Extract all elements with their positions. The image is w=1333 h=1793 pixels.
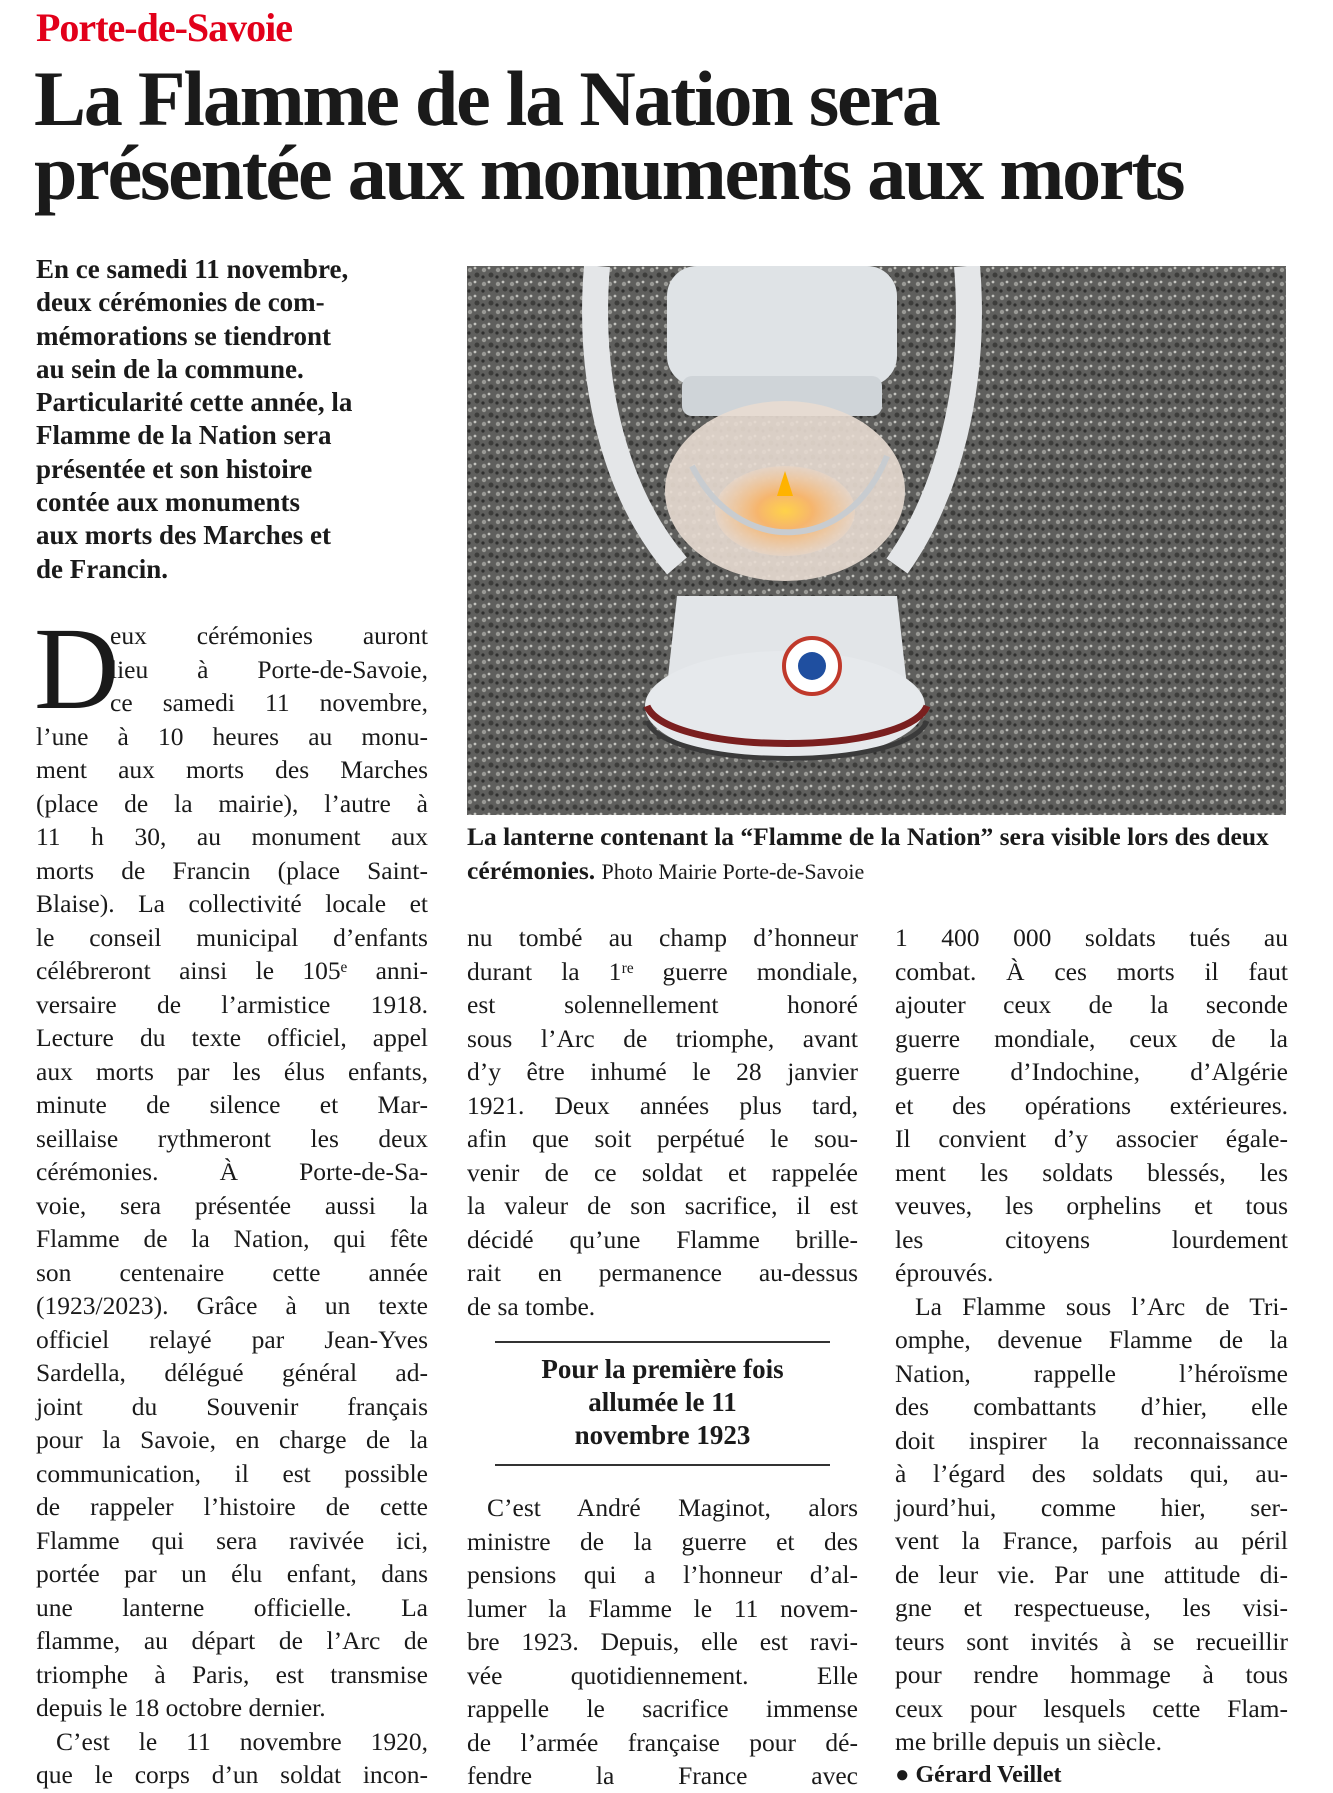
body-text-line: nu tombé au champ d’honneur [467,923,858,952]
body-text-line: minute de silence et Mar- [36,1090,428,1119]
body-text-line: à l’égard des soldats qui, au- [895,1459,1288,1488]
body-text-line: C’est le 11 novembre 1920, [56,1726,428,1756]
body-text-line: La Flamme sous l’Arc de Tri- [915,1291,1288,1321]
body-text-line: ment les soldats blessés, les [895,1157,1288,1187]
body-text-line: 1921. Deux années plus tard, [467,1090,858,1120]
body-text-line: est solennellement honoré [467,990,858,1019]
body-text-line: durant la 1ʳᵉ guerre mondiale, [467,956,858,986]
lead-line: présentée et son histoire [36,453,313,484]
body-text-line: célébreront ainsi le 105ᵉ anni- [36,956,428,985]
body-text-line: morts de Francin (place Saint- [36,855,428,885]
body-column-middle-top [467,921,858,1323]
body-text-line: afin que soit perpétué le sou- [467,1124,858,1153]
body-text-line: ment aux morts des Marches [36,755,428,784]
body-text-line: triomphe à Paris, est transmise [36,1659,428,1689]
body-text-line: vée quotidiennement. Elle [467,1660,858,1690]
body-text-line: doit inspirer la reconnaissance [895,1425,1288,1455]
body-text-line: (place de la mairie), l’autre à [36,788,428,818]
body-text-line: ceux pour lesquels cette Flam- [895,1693,1288,1723]
body-text-line: veuves, les orphelins et tous [895,1191,1288,1220]
body-text-line: 1 400 000 soldats tués au [895,923,1288,952]
caption-text: La lanterne contenant la “Flamme de la Nation” sera visible lors des deux cérémonies. [467,822,1269,885]
body-text-line: Nation, rappelle l’héroïsme [895,1358,1288,1388]
lead-line: Flamme de la Nation sera [36,420,332,451]
body-text-line: eux cérémonies auront [110,621,428,650]
body-text-line: guerre d’Indochine, d’Algérie [895,1057,1288,1086]
body-text-line: jourd’hui, comme hier, ser- [895,1492,1288,1522]
body-text-line: lumer la Flamme le 11 novem- [467,1593,858,1623]
body-text-line: portée par un élu enfant, dans [36,1559,428,1588]
body-text-line: teurs sont invités à se recueillir [895,1626,1288,1656]
body-text-line: éprouvés. [895,1258,994,1287]
lead-line: de Francin. [36,553,168,584]
body-text-line: décidé qu’une Flamme brille- [467,1224,858,1254]
drop-cap: D [34,603,120,734]
body-text-line: Sardella, délégué général ad- [36,1358,428,1387]
body-column-left [36,619,428,1792]
body-text-line: officiel relayé par Jean-Yves [36,1324,428,1354]
body-text-line: C’est André Maginot, alors [487,1493,858,1522]
lead-line: Particularité cette année, la [36,387,353,418]
lead-line: mémorations se tiendront [36,320,331,351]
body-text-line: ministre de la guerre et des [467,1526,858,1556]
body-text-line: de sa tombe. [467,1291,596,1321]
lead-line: aux morts des Marches et [36,520,331,551]
lantern-photo [467,266,1286,815]
body-text-line: seillaise rythmeront les deux [36,1123,428,1153]
body-text-line: rappelle le sacrifice immense [467,1694,858,1723]
body-text-line: cérémonies. À Porte-de-Sa- [36,1157,428,1186]
body-text-line: le conseil municipal d’enfants [36,922,428,952]
body-text-line: depuis le 18 octobre dernier. [36,1693,326,1722]
body-text-line: fendre la France avec [467,1761,858,1790]
body-text-line: Blaise). La collectivité locale et [36,889,428,918]
body-text-line: guerre mondiale, ceux de la [895,1023,1288,1053]
body-text-line: de rappeler l’histoire de cette [36,1492,428,1521]
lead-line: contée aux monuments [36,487,300,518]
headline [34,55,1184,216]
photo-credit: Photo Mairie Porte-de-Savoie [601,859,865,884]
body-text-line: lieu à Porte-de-Savoie, [110,654,428,684]
headline-line: présentée aux monuments aux morts [34,129,1184,216]
body-text-line: bre 1923. Depuis, elle est ravi- [467,1627,858,1656]
lead-line: deux cérémonies de com- [36,287,325,318]
body-text-line: 11 h 30, au monument aux [36,822,428,851]
body-text-line: ce samedi 11 novembre, [110,688,428,717]
body-text-line: rait en permanence au-dessus [467,1258,858,1287]
body-text-line: aux morts par les élus enfants, [36,1056,428,1086]
body-text-line: joint du Souvenir français [36,1391,428,1421]
body-column-middle-bottom [467,1491,858,1793]
lead-paragraph [36,253,410,586]
body-text-line: sous l’Arc de triomphe, avant [467,1023,858,1053]
body-text-line: l’une à 10 heures au monu- [36,721,428,751]
subheading-line: novembre 1923 [574,1420,751,1450]
body-text-line: vent la France, parfois au péril [895,1526,1288,1555]
body-text-line: omphe, devenue Flamme de la [895,1325,1288,1354]
body-text-line: que le corps d’un soldat incon- [36,1760,428,1789]
author-signature: ● Gérard Veillet [895,1761,1062,1788]
body-text-line: voie, sera présentée aussi la [36,1190,428,1220]
body-text-line: pour rendre hommage à tous [895,1660,1288,1689]
body-text-line: gne et respectueuse, les visi- [895,1593,1288,1622]
body-text-line: Flamme de la Nation, qui fête [36,1224,428,1253]
lead-line: En ce samedi 11 novembre, [36,254,349,284]
body-text-line: une lanterne officielle. La [36,1592,428,1622]
body-column-right [895,921,1288,1792]
subheading-line: Pour la première fois [541,1354,784,1384]
lantern-image [467,266,1286,815]
body-text-line: versaire de l’armistice 1918. [36,989,428,1019]
body-text-line: les citoyens lourdement [895,1224,1288,1254]
body-text-line: ajouter ceux de la seconde [895,990,1288,1019]
section-kicker: Porte-de-Savoie [36,5,293,50]
body-text-line: flamme, au départ de l’Arc de [36,1626,428,1655]
subheading [495,1341,830,1466]
body-text-line: Lecture du texte officiel, appel [36,1023,428,1052]
body-text-line: (1923/2023). Grâce à un texte [36,1291,428,1320]
body-text-line: la valeur de son sacrifice, il est [467,1191,858,1220]
body-text-line: pensions qui a l’honneur d’al- [467,1560,858,1589]
body-text-line: d’y être inhumé le 28 janvier [467,1057,858,1086]
body-text-line: des combattants d’hier, elle [895,1392,1288,1421]
body-text-line: de leur vie. Par une attitude di- [895,1559,1288,1589]
subheading-line: allumée le 11 [588,1387,737,1417]
body-text-line: me brille depuis un siècle. [895,1727,1162,1756]
photo-caption [467,820,1287,889]
body-text-line: de l’armée française pour dé- [467,1727,858,1757]
headline-line: La Flamme de la Nation sera [34,55,939,142]
body-text-line: pour la Savoie, en charge de la [36,1425,428,1454]
body-text-line: communication, il est possible [36,1458,428,1488]
body-text-line: combat. À ces morts il faut [895,956,1288,986]
body-text-line: venir de ce soldat et rappelée [467,1157,858,1187]
lead-line: au sein de la commune. [36,353,304,384]
body-text-line: Flamme qui sera ravivée ici, [36,1525,428,1555]
body-text-line: son centenaire cette année [36,1257,428,1287]
body-text-line: Il convient d’y associer égale- [895,1124,1288,1153]
body-text-line: et des opérations extérieures. [895,1090,1288,1120]
